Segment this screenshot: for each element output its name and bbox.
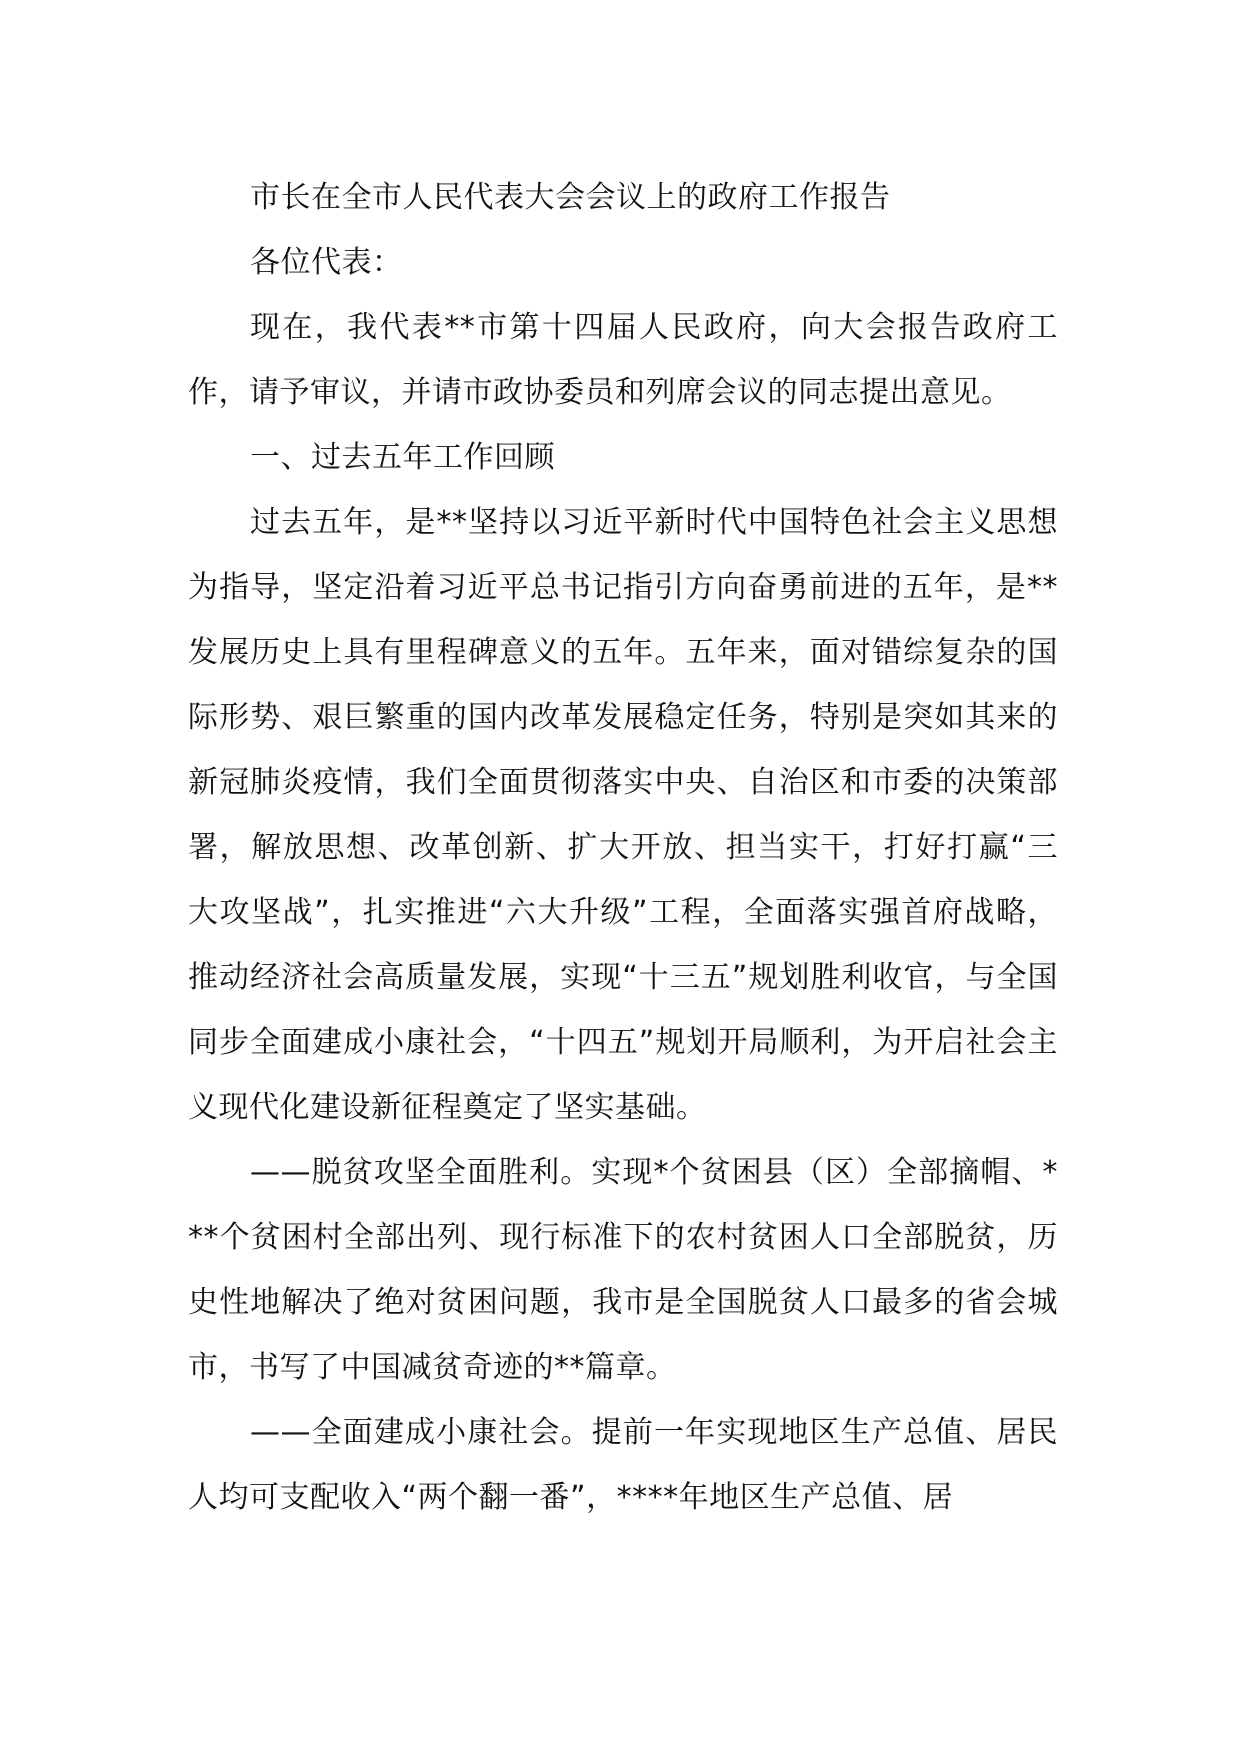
paragraph-poverty: ——脱贫攻坚全面胜利。实现*个贫困县（区）全部摘帽、***个贫困村全部出列、现行标准下的农村贫困人口全部脱贫，历史性地解决了绝对贫困问题，我市是全国脱贫人口最多的省会城市，书写了中国减贫奇迹的**篇章。 (188, 1155, 1058, 1385)
document-title: 市长在全市人民代表大会会议上的政府工作报告 (250, 180, 891, 215)
section-heading: 一、过去五年工作回顾 (250, 440, 555, 475)
paragraph-review: 过去五年，是**坚持以习近平新时代中国特色社会主义思想为指导，坚定沿着习近平总书记指引方向奋勇前进的五年，是**发展历史上具有里程碑意义的五年。五年来，面对错综复杂的国际形势、艰巨繁重的国内改革发展稳定任务，特别是突如其来的新冠肺炎疫情，我们全面贯彻落实中央、自治区和市委的决策部署，解放思想、改革创新、扩大开放、担当实干，打好打赢“三大攻坚战”，扎实推进“六大升级”工程，全面落实强首府战略，推动经济社会高质量发展，实现“十三五”规划胜利收官，与全国同步全面建成小康社会，“十四五”规划开局顺利，为开启社会主义现代化建设新征程奠定了坚实基础。 (188, 505, 1058, 1125)
document-body (188, 165, 1058, 1530)
paragraph-intro: 现在，我代表**市第十四届人民政府，向大会报告政府工作，请予审议，并请市政协委员和列席会议的同志提出意见。 (188, 310, 1058, 410)
salutation: 各位代表： (250, 245, 403, 280)
paragraph-xiaokang: ——全面建成小康社会。提前一年实现地区生产总值、居民人均可支配收入“两个翻一番”，****年地区生产总值、居 (188, 1415, 1058, 1515)
